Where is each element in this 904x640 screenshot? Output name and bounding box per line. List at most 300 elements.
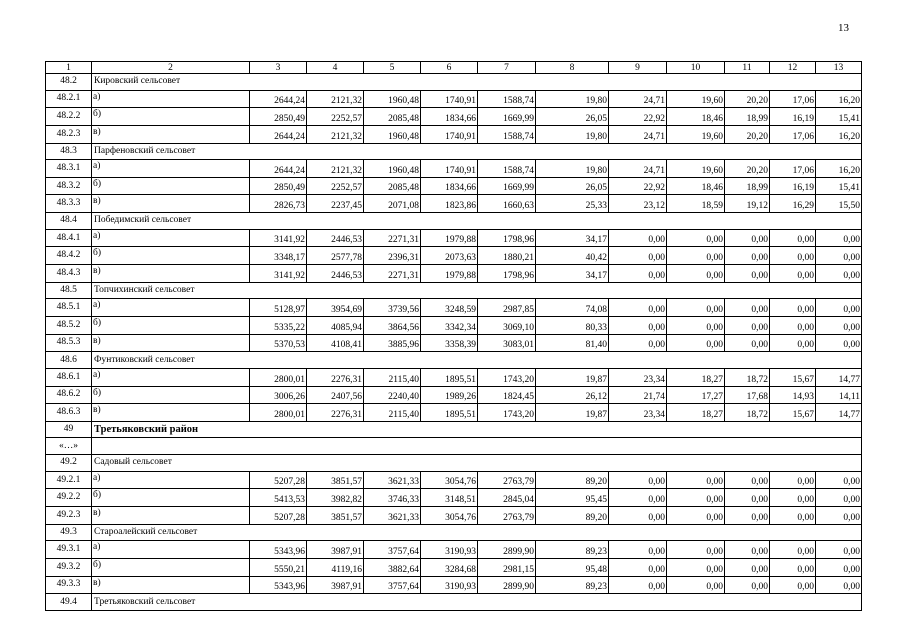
value-cell: 18,99 [725, 177, 770, 195]
column-number-5: 5 [364, 62, 421, 74]
value-cell: 2644,24 [250, 160, 307, 178]
table-row [46, 507, 862, 525]
value-cell: 0,00 [609, 265, 667, 283]
value-cell: 0,00 [770, 247, 816, 265]
value-cell: 2085,48 [364, 177, 421, 195]
value-cell: 23,34 [609, 368, 667, 386]
value-cell: 3054,76 [421, 471, 478, 489]
value-cell: 3358,39 [421, 334, 478, 352]
row-code: 49 [46, 421, 92, 438]
section-row [46, 213, 862, 230]
value-cell: 34,17 [536, 265, 609, 283]
value-cell: 2800,01 [250, 368, 307, 386]
value-cell: 74,08 [536, 299, 609, 317]
table-row [46, 334, 862, 352]
table-row [46, 386, 862, 404]
value-cell: 0,00 [609, 576, 667, 594]
row-code: 49.2.2 [46, 489, 92, 507]
table-row [46, 229, 862, 247]
value-cell: 3987,91 [307, 541, 364, 559]
section-row [46, 143, 862, 160]
table-row [46, 160, 862, 178]
value-cell: 19,60 [667, 160, 725, 178]
value-cell: 0,00 [667, 576, 725, 594]
value-cell: 4119,16 [307, 558, 364, 576]
column-number-12: 12 [770, 62, 816, 74]
value-cell: 1880,21 [478, 247, 536, 265]
column-number-13: 13 [816, 62, 862, 74]
value-cell: 0,00 [816, 334, 862, 352]
value-cell: 18,59 [667, 195, 725, 213]
value-cell: 0,00 [667, 299, 725, 317]
row-code: 48.4 [46, 213, 92, 230]
row-variant: в) [92, 125, 250, 143]
row-code: 48.6.2 [46, 386, 92, 404]
value-cell: 0,00 [725, 316, 770, 334]
value-cell: 0,00 [816, 247, 862, 265]
value-cell: 80,33 [536, 316, 609, 334]
value-cell: 2899,90 [478, 576, 536, 594]
value-cell: 1834,66 [421, 108, 478, 126]
value-cell: 1979,88 [421, 229, 478, 247]
section-title: Третьяковский сельсовет [92, 594, 862, 611]
column-number-11: 11 [725, 62, 770, 74]
row-variant: а) [92, 90, 250, 108]
section-title: Парфеновский сельсовет [92, 143, 862, 160]
row-variant: б) [92, 316, 250, 334]
value-cell: 19,87 [536, 404, 609, 422]
value-cell: 2121,32 [307, 125, 364, 143]
value-cell: 1660,63 [478, 195, 536, 213]
value-cell: 16,19 [770, 177, 816, 195]
value-cell: 0,00 [725, 247, 770, 265]
row-code: 49.4 [46, 594, 92, 611]
value-cell: 0,00 [770, 541, 816, 559]
row-code: 49.2 [46, 455, 92, 472]
row-variant: а) [92, 229, 250, 247]
value-cell: 1824,45 [478, 386, 536, 404]
row-variant: в) [92, 195, 250, 213]
value-cell: 16,20 [816, 90, 862, 108]
row-code: 48.4.3 [46, 265, 92, 283]
district-row [46, 421, 862, 438]
value-cell: 2396,31 [364, 247, 421, 265]
value-cell: 0,00 [725, 471, 770, 489]
row-code: 48.6 [46, 352, 92, 369]
value-cell: 0,00 [609, 299, 667, 317]
table-row [46, 404, 862, 422]
table-row [46, 177, 862, 195]
value-cell: 0,00 [725, 489, 770, 507]
value-cell: 3851,57 [307, 471, 364, 489]
row-code: 48.2.3 [46, 125, 92, 143]
value-cell: 5343,96 [250, 541, 307, 559]
value-cell: 0,00 [816, 265, 862, 283]
value-cell: 3054,76 [421, 507, 478, 525]
value-cell: 24,71 [609, 90, 667, 108]
value-cell: 1588,74 [478, 160, 536, 178]
value-cell: 1743,20 [478, 368, 536, 386]
value-cell: 3083,01 [478, 334, 536, 352]
value-cell: 0,00 [667, 471, 725, 489]
section-row [46, 594, 862, 611]
value-cell: 3757,64 [364, 541, 421, 559]
value-cell: 18,46 [667, 108, 725, 126]
value-cell: 0,00 [816, 507, 862, 525]
value-cell: 3190,93 [421, 576, 478, 594]
value-cell: 24,71 [609, 160, 667, 178]
value-cell: 1740,91 [421, 90, 478, 108]
value-cell: 20,20 [725, 125, 770, 143]
value-cell: 18,46 [667, 177, 725, 195]
value-cell: 22,92 [609, 177, 667, 195]
value-cell: 14,11 [816, 386, 862, 404]
value-cell: 0,00 [770, 576, 816, 594]
value-cell: 1669,99 [478, 177, 536, 195]
value-cell: 16,29 [770, 195, 816, 213]
value-cell: 2763,79 [478, 471, 536, 489]
row-code: 48.3.1 [46, 160, 92, 178]
value-cell: 0,00 [816, 471, 862, 489]
value-cell: 2407,56 [307, 386, 364, 404]
value-cell: 14,77 [816, 404, 862, 422]
value-cell: 0,00 [770, 489, 816, 507]
value-cell: 1588,74 [478, 90, 536, 108]
value-cell: 15,50 [816, 195, 862, 213]
value-cell: 89,23 [536, 541, 609, 559]
value-cell: 0,00 [770, 229, 816, 247]
value-cell: 0,00 [725, 558, 770, 576]
value-cell: 18,72 [725, 404, 770, 422]
value-cell: 95,45 [536, 489, 609, 507]
value-cell: 0,00 [816, 541, 862, 559]
table-row [46, 247, 862, 265]
row-variant: б) [92, 108, 250, 126]
row-code: 48.2.2 [46, 108, 92, 126]
value-cell: 2987,85 [478, 299, 536, 317]
value-cell: 0,00 [725, 229, 770, 247]
row-variant: в) [92, 265, 250, 283]
value-cell: 0,00 [609, 334, 667, 352]
row-code: 49.3.3 [46, 576, 92, 594]
column-number-2: 2 [92, 62, 250, 74]
row-code: 49.3 [46, 524, 92, 541]
table-row [46, 471, 862, 489]
value-cell: 3882,64 [364, 558, 421, 576]
table-row [46, 316, 862, 334]
value-cell: 81,40 [536, 334, 609, 352]
value-cell: 0,00 [609, 507, 667, 525]
section-row [46, 524, 862, 541]
value-cell: 2271,31 [364, 265, 421, 283]
row-variant: в) [92, 334, 250, 352]
row-code: 48.4.2 [46, 247, 92, 265]
row-code: 48.3 [46, 143, 92, 160]
value-cell: 2763,79 [478, 507, 536, 525]
value-cell: 5335,22 [250, 316, 307, 334]
value-cell: 24,71 [609, 125, 667, 143]
value-cell: 2899,90 [478, 541, 536, 559]
value-cell: 5207,28 [250, 507, 307, 525]
value-cell: 2073,63 [421, 247, 478, 265]
table-row [46, 299, 862, 317]
column-number-9: 9 [609, 62, 667, 74]
value-cell: 3248,59 [421, 299, 478, 317]
row-code: 49.2.1 [46, 471, 92, 489]
value-cell: 19,87 [536, 368, 609, 386]
row-code: 48.2 [46, 74, 92, 91]
value-cell: 3739,56 [364, 299, 421, 317]
value-cell: 23,34 [609, 404, 667, 422]
column-number-row [46, 62, 862, 74]
value-cell: 0,00 [667, 229, 725, 247]
row-variant: б) [92, 177, 250, 195]
value-cell: 89,23 [536, 576, 609, 594]
value-cell: 22,92 [609, 108, 667, 126]
value-cell: 1743,20 [478, 404, 536, 422]
value-cell: 5550,21 [250, 558, 307, 576]
row-code: 48.5 [46, 282, 92, 299]
section-title: Победимский сельсовет [92, 213, 862, 230]
value-cell: 2115,40 [364, 368, 421, 386]
value-cell: 3342,34 [421, 316, 478, 334]
value-cell: 3190,93 [421, 541, 478, 559]
value-cell: 1588,74 [478, 125, 536, 143]
value-cell: 19,80 [536, 90, 609, 108]
value-cell: 25,33 [536, 195, 609, 213]
value-cell: 14,77 [816, 368, 862, 386]
value-cell: 3069,10 [478, 316, 536, 334]
column-number-4: 4 [307, 62, 364, 74]
section-title: Кировский сельсовет [92, 74, 862, 91]
row-code: 48.5.2 [46, 316, 92, 334]
row-code: 48.2.1 [46, 90, 92, 108]
column-number-3: 3 [250, 62, 307, 74]
value-cell: 0,00 [770, 507, 816, 525]
value-cell: 3621,33 [364, 507, 421, 525]
value-cell: 0,00 [667, 334, 725, 352]
value-cell: 1960,48 [364, 90, 421, 108]
value-cell: 5207,28 [250, 471, 307, 489]
value-cell: 16,20 [816, 160, 862, 178]
value-cell: 0,00 [770, 265, 816, 283]
column-number-7: 7 [478, 62, 536, 74]
row-variant: б) [92, 558, 250, 576]
value-cell: 0,00 [725, 541, 770, 559]
value-cell: 19,12 [725, 195, 770, 213]
row-code: 49.3.2 [46, 558, 92, 576]
section-row [46, 455, 862, 472]
section-title: Староалейский сельсовет [92, 524, 862, 541]
value-cell: 1960,48 [364, 160, 421, 178]
value-cell: 0,00 [667, 558, 725, 576]
value-cell: 1669,99 [478, 108, 536, 126]
value-cell: 20,20 [725, 90, 770, 108]
value-cell: 0,00 [725, 576, 770, 594]
row-code: 49.3.1 [46, 541, 92, 559]
value-cell: 2252,57 [307, 177, 364, 195]
table-row [46, 108, 862, 126]
value-cell: 3284,68 [421, 558, 478, 576]
table-row [46, 558, 862, 576]
value-cell: 16,20 [816, 125, 862, 143]
row-variant: в) [92, 404, 250, 422]
value-cell: 3141,92 [250, 229, 307, 247]
value-cell: 15,67 [770, 368, 816, 386]
value-cell: 4108,41 [307, 334, 364, 352]
value-cell: 3348,17 [250, 247, 307, 265]
value-cell: 3757,64 [364, 576, 421, 594]
value-cell: 4085,94 [307, 316, 364, 334]
row-variant: а) [92, 541, 250, 559]
value-cell: 2276,31 [307, 404, 364, 422]
row-variant: а) [92, 471, 250, 489]
value-cell: 5128,97 [250, 299, 307, 317]
value-cell: 19,80 [536, 160, 609, 178]
value-cell: 2237,45 [307, 195, 364, 213]
table-row [46, 265, 862, 283]
value-cell: 95,48 [536, 558, 609, 576]
row-variant: б) [92, 489, 250, 507]
value-cell: 0,00 [725, 507, 770, 525]
value-cell: 3006,26 [250, 386, 307, 404]
value-cell: 0,00 [609, 247, 667, 265]
row-variant: а) [92, 299, 250, 317]
value-cell: 16,19 [770, 108, 816, 126]
value-cell: 2276,31 [307, 368, 364, 386]
value-cell: 2085,48 [364, 108, 421, 126]
value-cell: 18,27 [667, 368, 725, 386]
value-cell: 2826,73 [250, 195, 307, 213]
value-cell: 0,00 [609, 471, 667, 489]
table-row [46, 125, 862, 143]
value-cell: 2115,40 [364, 404, 421, 422]
column-number-1: 1 [46, 62, 92, 74]
value-cell: 89,20 [536, 507, 609, 525]
row-variant: б) [92, 386, 250, 404]
table-row [46, 576, 862, 594]
value-cell: 5370,53 [250, 334, 307, 352]
value-cell: 2121,32 [307, 90, 364, 108]
value-cell: 0,00 [667, 541, 725, 559]
value-cell: 26,05 [536, 108, 609, 126]
value-cell: 26,12 [536, 386, 609, 404]
value-cell: 2850,49 [250, 177, 307, 195]
row-variant: б) [92, 247, 250, 265]
value-cell: 2644,24 [250, 125, 307, 143]
value-cell: 2252,57 [307, 108, 364, 126]
value-cell: 3954,69 [307, 299, 364, 317]
value-cell: 17,06 [770, 125, 816, 143]
value-cell: 5413,53 [250, 489, 307, 507]
value-cell: 0,00 [816, 558, 862, 576]
value-cell: 34,17 [536, 229, 609, 247]
value-cell: 20,20 [725, 160, 770, 178]
value-cell: 17,68 [725, 386, 770, 404]
value-cell: 3141,92 [250, 265, 307, 283]
row-code: 48.6.1 [46, 368, 92, 386]
section-row [46, 438, 862, 455]
value-cell: 0,00 [770, 334, 816, 352]
value-cell: 0,00 [725, 299, 770, 317]
value-cell: 0,00 [816, 576, 862, 594]
table-row [46, 368, 862, 386]
value-cell: 1960,48 [364, 125, 421, 143]
value-cell: 0,00 [609, 229, 667, 247]
value-cell: 19,60 [667, 90, 725, 108]
table-row [46, 541, 862, 559]
value-cell: 1798,96 [478, 229, 536, 247]
section-row [46, 352, 862, 369]
value-cell: 0,00 [609, 316, 667, 334]
value-cell: 3148,51 [421, 489, 478, 507]
value-cell: 3621,33 [364, 471, 421, 489]
value-cell: 19,60 [667, 125, 725, 143]
value-cell: 1798,96 [478, 265, 536, 283]
value-cell: 40,42 [536, 247, 609, 265]
value-cell: 3987,91 [307, 576, 364, 594]
value-cell: 0,00 [816, 229, 862, 247]
value-cell: 0,00 [667, 316, 725, 334]
value-cell: 0,00 [770, 558, 816, 576]
column-number-6: 6 [421, 62, 478, 74]
value-cell: 26,05 [536, 177, 609, 195]
value-cell: 0,00 [667, 507, 725, 525]
value-cell: 3746,33 [364, 489, 421, 507]
value-cell: 15,41 [816, 108, 862, 126]
section-row [46, 282, 862, 299]
value-cell: 2850,49 [250, 108, 307, 126]
value-cell: 19,80 [536, 125, 609, 143]
value-cell: 0,00 [667, 247, 725, 265]
value-cell: 18,99 [725, 108, 770, 126]
section-title: Фунтиковский сельсовет [92, 352, 862, 369]
value-cell: 89,20 [536, 471, 609, 489]
district-title: Третьяковский район [92, 421, 862, 438]
row-code: 48.3.3 [46, 195, 92, 213]
value-cell: 15,67 [770, 404, 816, 422]
row-variant: в) [92, 576, 250, 594]
row-code: 48.5.3 [46, 334, 92, 352]
value-cell: 2240,40 [364, 386, 421, 404]
value-cell: 2071,08 [364, 195, 421, 213]
value-cell: 0,00 [667, 265, 725, 283]
section-row [46, 74, 862, 91]
section-title: Садовый сельсовет [92, 455, 862, 472]
value-cell: 0,00 [609, 558, 667, 576]
table-body [46, 62, 862, 611]
value-cell: 1979,88 [421, 265, 478, 283]
row-code: 49.2.3 [46, 507, 92, 525]
value-cell: 0,00 [816, 316, 862, 334]
tariff-table [45, 61, 862, 611]
column-number-8: 8 [536, 62, 609, 74]
value-cell: 2845,04 [478, 489, 536, 507]
value-cell: 1834,66 [421, 177, 478, 195]
value-cell: 21,74 [609, 386, 667, 404]
value-cell: 17,06 [770, 90, 816, 108]
value-cell: 2577,78 [307, 247, 364, 265]
row-code: «…» [46, 438, 92, 455]
value-cell: 2981,15 [478, 558, 536, 576]
value-cell: 0,00 [770, 471, 816, 489]
value-cell: 0,00 [816, 489, 862, 507]
row-variant: а) [92, 368, 250, 386]
value-cell: 0,00 [725, 265, 770, 283]
value-cell: 0,00 [770, 316, 816, 334]
value-cell: 0,00 [770, 299, 816, 317]
value-cell: 2644,24 [250, 90, 307, 108]
